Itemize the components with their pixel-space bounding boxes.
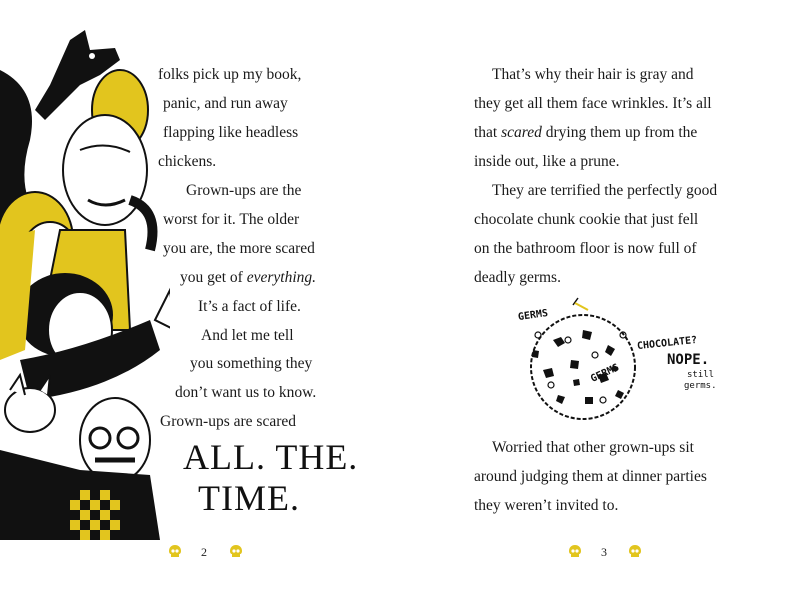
- left-line-9: It’s a fact of life.: [198, 298, 301, 315]
- left-line-3: flapping like headless: [163, 124, 299, 141]
- characters-illustration: [0, 30, 170, 540]
- left-line-1: folks pick up my book,: [158, 66, 302, 83]
- skull-icon: [168, 544, 182, 558]
- left-line-5: Grown-ups are the: [186, 182, 302, 199]
- left-line-6: worst for it. The older: [163, 211, 300, 228]
- left-line-10: And let me tell: [201, 327, 294, 344]
- skull-icon: [628, 544, 642, 558]
- left-line-7: you are, the more scared: [163, 240, 315, 257]
- skull-icon: [568, 544, 582, 558]
- big-text-all-the: ALL. THE.: [183, 437, 359, 477]
- skull-icon: [229, 544, 243, 558]
- right-line-8: deadly germs.: [474, 269, 561, 286]
- right-page: [405, 0, 810, 612]
- right-line-2: they get all them face wrinkles. It’s all: [474, 95, 712, 112]
- doodle-still: still: [687, 370, 715, 380]
- right-line-3-rest: drying them up from the: [545, 124, 698, 141]
- doodle-nope: NOPE.: [667, 352, 710, 368]
- left-line-2: panic, and run away: [163, 95, 288, 112]
- page-number-left: 2: [201, 545, 207, 559]
- emphasis-scared: scared: [501, 124, 542, 141]
- right-line-10: around judging them at dinner parties: [474, 468, 707, 485]
- left-line-8: [180, 269, 316, 287]
- right-line-6: chocolate chunk cookie that just fell: [474, 211, 699, 228]
- right-line-1: That’s why their hair is gray and: [492, 66, 694, 83]
- right-line-4: inside out, like a prune.: [474, 153, 620, 170]
- big-text-time: TIME.: [198, 478, 300, 518]
- right-line-3-text: that: [474, 124, 502, 141]
- emphasis-everything: everything.: [246, 269, 317, 286]
- doodle-germs-2: GERMS: [589, 362, 622, 385]
- right-line-3: [474, 124, 697, 142]
- doodle-chocolate: CHOCOLATE?: [636, 334, 698, 353]
- right-line-5: They are terrified the perfectly good: [492, 182, 718, 199]
- right-line-9: Worried that other grown-ups sit: [492, 439, 694, 456]
- left-line-8-text: you get of: [180, 269, 247, 286]
- left-line-13: Grown-ups are scared: [160, 413, 296, 430]
- left-line-11: you something they: [190, 355, 313, 372]
- left-line-4: chickens.: [158, 153, 217, 170]
- right-line-7: on the bathroom floor is now full of: [474, 240, 697, 257]
- page-number-right: 3: [601, 545, 607, 559]
- doodle-germs-1: GERMS: [517, 307, 549, 324]
- left-line-12: don’t want us to know.: [175, 384, 317, 401]
- doodle-germs-3: germs.: [684, 381, 717, 391]
- right-line-11: they weren’t invited to.: [474, 497, 619, 514]
